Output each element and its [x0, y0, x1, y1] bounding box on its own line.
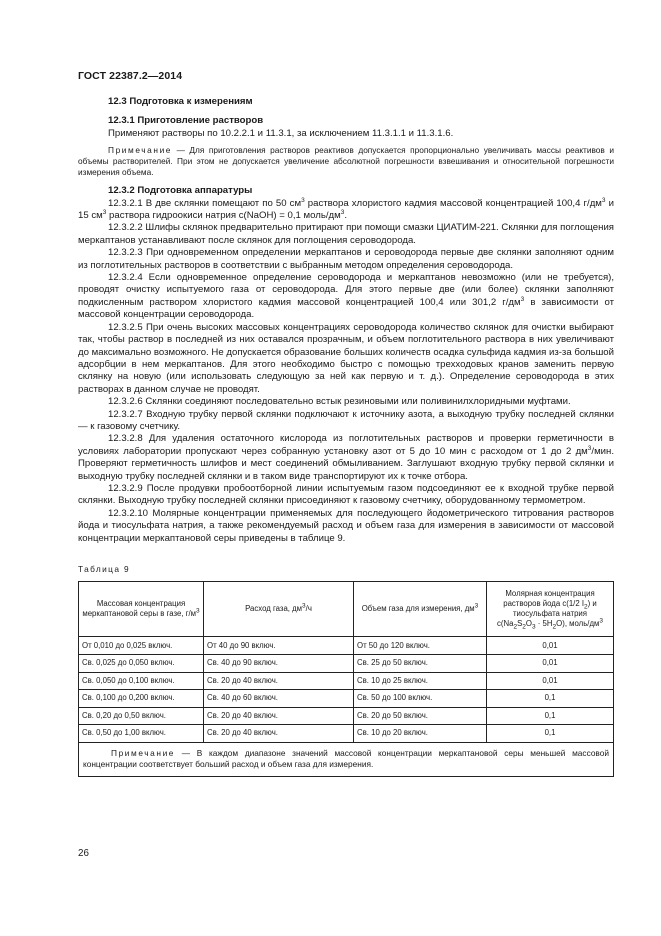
cell-volume: Св. 10 до 20 включ. [354, 725, 487, 743]
paragraph-12-3-2-5: 12.3.2.5 При очень высоких массовых концентрациях сероводорода количество склянок для очистки выбирают так, чтобы раствор в последней из них оставался прозрачным, и объем поглотительного раствора в них увеличивают до максимально возможного. Не допускается образование больших количеств осадка сульфида кадмия из-за большой адсорбции в нем меркаптанов. Для этого необходимо быстро с помощью трехходовых кранов заменить первую склянку на новую (или использовать следующую за ней как первую и т. д.). Определение сероводорода в этих растворах в данном случае не проводят. [78, 321, 614, 395]
paragraph-12-3-2-10: 12.3.2.10 Молярные концентрации применяемых для последующего йодометрического титрования растворов йода и тиосульфата натрия, а также рекомендуемый расход и объем газа для измерения в зависимости от массовой концентрации меркаптановой серы приведены в таблице 9. [78, 507, 614, 544]
table-note-row [79, 742, 614, 776]
table-row [79, 672, 614, 690]
cell-mass: От 0,010 до 0,025 включ. [79, 637, 204, 655]
note-label: Примечание [108, 145, 173, 156]
paragraph-12-3-2-8: 12.3.2.8 Для удаления остаточного кислорода из поглотительных растворов и проверки герметичности в условиях лаборатории пропускают через собранную установку азот от 5 до 10 мин с расходом от 1 до 2 $дм^3$/мин. Проверяют герметичность шлифов и мест соединений обмыливанием. Заглушают входную трубку первой склянки и выходную трубку последней склянки и в таком виде транспортируют их к точке отбора. [78, 433, 614, 482]
note-text: — Для приготовления растворов реактивов допускается пропорционально увеличивать массы реактивов и объемы растворителей. При этом не допускается увеличение абсолютной погрешности взвешивания и относительной погрешности измерения объема. [78, 145, 614, 178]
cell-molar: 0,1 [487, 725, 614, 743]
cell-molar: 0,01 [487, 637, 614, 655]
cell-rate: От 40 до 90 включ. [204, 637, 354, 655]
cell-rate: Св. 20 до 40 включ. [204, 707, 354, 725]
table-row [79, 690, 614, 708]
paragraph-12-3-2-2: 12.3.2.2 Шлифы склянок предварительно притирают при помощи смазки ЦИАТИМ-221. Склянки для поглощения меркаптанов устанавливают после склянок для поглощения сероводорода. [78, 222, 614, 246]
cell-mass: Св. 0,20 до 0,50 включ. [79, 707, 204, 725]
paragraph-12-3-2-9: 12.3.2.9 После продувки пробоотборной линии испытуемым газом подсоединяют ее к входной трубке первой склянки. Выходную трубку последней склянки присоединяют к газовому счетчику, оборудованному термометром. [78, 482, 614, 507]
cell-rate: Св. 20 до 40 включ. [204, 672, 354, 690]
cell-volume: Св. 20 до 50 включ. [354, 707, 487, 725]
table-note-text: — В каждом диапазоне значений массовой концентрации меркаптановой серы меньшей массовой концентрации соответствует больший расход и объем газа для измерения. [83, 747, 609, 769]
table-9 [78, 581, 614, 777]
page-number: 26 [78, 848, 89, 859]
cell-volume: От 50 до 120 включ. [354, 637, 487, 655]
table-caption: Таблица 9 [78, 564, 131, 574]
cell-molar: 0,01 [487, 672, 614, 690]
header-gas-flow: Расход газа, $дм^3/ч$ [204, 582, 354, 637]
table-note [79, 742, 614, 776]
paragraph-12-3-2-3: 12.3.2.3 При одновременном определении меркаптанов и сероводорода первые две склянки заполняют одним из поглотительных растворов в соответствии с выбранным методом определения сероводорода. [78, 247, 614, 271]
cell-molar: 0,1 [487, 707, 614, 725]
document-body [78, 96, 614, 777]
subsection-title-solutions: 12.3.1 Приготовление растворов [108, 115, 264, 127]
paragraph-12-3-2-7: 12.3.2.7 Входную трубку первой склянки подключают к источнику азота, а выходную трубку последней склянки — к газовому счетчику. [78, 408, 614, 432]
table-row [79, 655, 614, 673]
note-solutions [78, 145, 614, 178]
document-header: ГОСТ 22387.2—2014 [78, 70, 183, 82]
table-row [79, 725, 614, 743]
header-mass-concentration: Массовая концентрация меркаптановой серы в газе, $г/м^3$ [79, 582, 204, 637]
subsection-title-apparatus: 12.3.2 Подготовка аппаратуры [108, 185, 253, 197]
table-header-row [79, 582, 614, 637]
cell-mass: Св. 0,050 до 0,100 включ. [79, 672, 204, 690]
table-row [79, 637, 614, 655]
paragraph-12-3-2-4: 12.3.2.4 Если одновременное определение сероводорода и меркаптанов невозможно (или не требуется), проводят очистку испытуемого газа от сероводорода. Для этого первые две (или более) склянки заполняют подкисленным раствором хлористого кадмия массовой концентрацией 100,4 или 301,2 $г/дм^3$ в зависимости от массовой концентрации сероводорода. [78, 272, 614, 321]
cell-mass: Св. 0,50 до 1,00 включ. [79, 725, 204, 743]
cell-molar: 0,01 [487, 655, 614, 673]
table-row [79, 707, 614, 725]
cell-mass: Св. 0,025 до 0,050 включ. [79, 655, 204, 673]
paragraph-12-3-2-6: 12.3.2.6 Склянки соединяют последовательно встык резиновыми или поливинилхлоридными муфтами. [108, 396, 571, 408]
cell-molar: 0,1 [487, 690, 614, 708]
cell-volume: Св. 10 до 25 включ. [354, 672, 487, 690]
cell-rate: Св. 20 до 40 включ. [204, 725, 354, 743]
table-note-label: Примечание [111, 747, 176, 758]
cell-rate: Св. 40 до 60 включ. [204, 690, 354, 708]
cell-mass: Св. 0,100 до 0,200 включ. [79, 690, 204, 708]
paragraph-12-3-2-1: 12.3.2.1 В две склянки помещают по 50 $см^3$ раствора хлористого кадмия массовой концентрацией 100,4 $г/дм^3$ и 15 $см^3$ раствора гидроокиси натрия c(NaOH) = 0,1 моль/$дм^3$. [78, 196, 614, 222]
cell-rate: Св. 40 до 90 включ. [204, 655, 354, 673]
section-title: 12.3 Подготовка к измерениям [108, 96, 253, 107]
cell-volume: Св. 50 до 100 включ. [354, 690, 487, 708]
cell-volume: Св. 25 до 50 включ. [354, 655, 487, 673]
header-molar-concentration: Молярная концентрация растворов йода c(1/2 $I_2$) и тиосульфата натрия $c(Na_2S_2O_3 \cdot 5H_2O)$, моль/$дм^3$ [487, 582, 614, 637]
header-gas-volume: Объем газа для измерения, $дм^3$ [354, 582, 487, 637]
paragraph-solutions: Применяют растворы по 10.2.2.1 и 11.3.1, за исключением 11.3.1.1 и 11.3.1.6. [108, 127, 454, 139]
